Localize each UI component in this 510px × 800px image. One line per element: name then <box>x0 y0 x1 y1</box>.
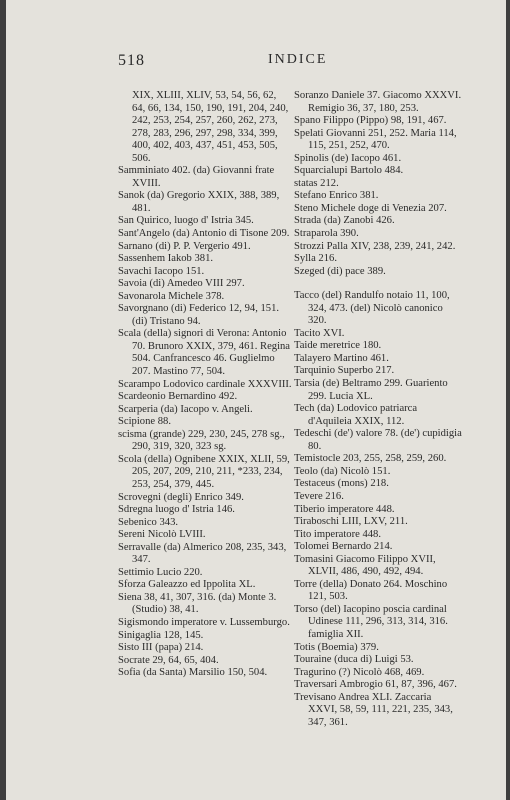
index-entry: Tarquinio Superbo 217. <box>294 365 395 377</box>
index-entry: Socrate 29, 64, 65, 404. <box>118 654 219 666</box>
index-entry: Tolomei Bernardo 214. <box>294 541 393 553</box>
index-entry: Savoia (di) Amedeo VIII 297. <box>118 278 245 290</box>
index-entry: Tiraboschi LIII, LXV, 211. <box>294 516 408 528</box>
index-entry: Strada (da) Zanobi 426. <box>294 215 395 227</box>
index-entry: Teolo (da) Nicolò 151. <box>294 465 391 477</box>
index-entry: Squarcialupi Bartolo 484. <box>294 165 404 177</box>
index-entry: Tomasini Giacomo Filippo XVII, XLVII, 486, 490, 492, 494. <box>294 553 436 578</box>
index-entry: Savonarola Michele 378. <box>118 290 225 302</box>
index-entry: Touraine (duca di) Luigi 53. <box>294 654 414 666</box>
index-entry: Stefano Enrico 381. <box>294 190 379 202</box>
index-entry: Tevere 216. <box>294 490 344 502</box>
index-column-left <box>118 90 292 680</box>
index-entry: Tedeschi (de') valore 78. (de') cupidigia 80. <box>294 428 462 452</box>
index-entry: Scarperia (da) Iacopo v. Angeli. <box>118 403 253 415</box>
index-entry: Serravalle (da) Almerico 208, 235, 343, 347. <box>118 541 287 566</box>
index-entry: Scipione 88. <box>118 416 171 428</box>
index-entry: Sdregna luogo d' Istria 146. <box>118 504 235 516</box>
index-entry: Soranzo Daniele 37. Giacomo XXXVI. Remigio 36, 37, 180, 253. <box>294 90 462 114</box>
index-entry: Tarsia (de) Beltramo 299. Guariento 299. Lucia XL. <box>294 378 448 402</box>
index-entry: Strozzi Palla XIV, 238, 239, 241, 242. <box>294 240 456 252</box>
index-entry: Sylla 216. <box>294 253 337 265</box>
index-entry: Spelati Giovanni 251, 252. Maria 114, 115, 251, 252, 470. <box>294 127 457 152</box>
index-entry: Sofia (da Santa) Marsilio 150, 504. <box>118 667 268 679</box>
index-entry: Siena 38, 41, 307, 316. (da) Monte 3. (Studio) 38, 41. <box>118 591 277 616</box>
index-entry: Tito imperatore 448. <box>294 528 381 540</box>
index-entry: Sigismondo imperatore v. Lussemburgo. <box>118 616 290 628</box>
index-entry: Scrovegni (degli) Enrico 349. <box>118 491 244 503</box>
index-entry: Sant'Angelo (da) Antonio di Tisone 209. <box>118 228 290 240</box>
index-section-s <box>294 90 462 278</box>
index-entry: statas 212. <box>294 177 339 189</box>
index-entry: Torso (del) Iacopino poscia cardinal Udinese 111, 296, 313, 314, 316. famiglia XII. <box>294 603 448 640</box>
index-entry: Tacito XVI. <box>294 327 345 339</box>
index-entry: Sereni Nicolò LVIII. <box>118 529 206 541</box>
index-entry: Torre (della) Donato 264. Moschino 121, 503. <box>294 578 448 603</box>
index-entry: Sinigaglia 128, 145. <box>118 629 204 641</box>
index-entry: Szeged (di) pace 389. <box>294 265 386 277</box>
index-entry: Tech (da) Lodovico patriarca d'Aquileia XXIX, 112. <box>294 403 418 427</box>
index-entry: Tragurino (?) Nicolò 468, 469. <box>294 666 425 678</box>
index-entry: Settimio Lucio 220. <box>118 566 203 578</box>
index-entry: Steno Michele doge di Venezia 207. <box>294 202 447 214</box>
index-entry: Sebenico 343. <box>118 516 179 528</box>
index-entry: Temistocle 203, 255, 258, 259, 260. <box>294 453 447 465</box>
index-entry: Sassenhem Iakob 381. <box>118 253 214 265</box>
index-entry: Samminiato 402. (da) Giovanni frate XVIII. <box>118 165 275 189</box>
index-entry: Trevisano Andrea XLI. Zaccaria XXVI, 58, 59, 111, 221, 235, 343, 347, 361. <box>294 691 453 728</box>
index-entry: Spano Filippo (Pippo) 98, 191, 467. <box>294 115 447 127</box>
index-entry-continuation: XIX, XLIII, XLIV, 53, 54, 56, 62, 64, 66, 134, 150, 190, 191, 204, 240, 242, 253, 254, 257, 260, 262, 273, 278, 283, 296, 297, 298, 334, 399, 400, 402, 403, 437, 451, 453, 505, 506. <box>132 90 289 164</box>
index-entry: Testaceus (mons) 218. <box>294 478 389 490</box>
index-entry: scisma (grande) 229, 230, 245, 278 sg., 290, 319, 320, 323 sg. <box>118 428 285 453</box>
index-entry: San Quirico, luogo d' Istria 345. <box>118 215 254 227</box>
index-entry: Sforza Galeazzo ed Ippolita XL. <box>118 579 256 591</box>
index-entry: Taide meretrice 180. <box>294 340 382 352</box>
index-entry: Spinolis (de) Iacopo 461. <box>294 152 402 164</box>
index-entry: Scardeonio Bernardino 492. <box>118 391 238 403</box>
running-head: INDICE <box>268 52 328 67</box>
index-entry: Straparola 390. <box>294 228 359 240</box>
index-entry: Tacco (del) Randulfo notaio 11, 100, 324, 473. (del) Nicolò canonico 320. <box>294 290 450 327</box>
index-entry: Scala (della) signori di Verona: Antonio 70. Brunoro XXIX, 379, 461. Regina 504. Canfrancesco 46. Guglielmo 207. Mastino 77, 504. <box>118 328 291 378</box>
index-entry: Talayero Martino 461. <box>294 352 389 364</box>
index-entry: Tiberio imperatore 448. <box>294 503 395 515</box>
index-entry: Scola (della) Ognibene XXIX, XLII, 59, 205, 207, 209, 210, 211, *233, 234, 253, 254, 379, 445. <box>118 453 290 490</box>
index-column-right <box>294 90 462 729</box>
section-gap <box>294 278 462 290</box>
index-entry: Scarampo Lodovico cardinale XXXVIII. <box>118 378 292 390</box>
index-entry: Totis (Boemia) 379. <box>294 641 379 653</box>
index-entry: Traversari Ambrogio 61, 87, 396, 467. <box>294 679 457 691</box>
page-number: 518 <box>118 52 145 69</box>
index-entry: Sarnano (di) P. P. Vergerio 491. <box>118 240 251 252</box>
index-entry: Savorgnano (di) Federico 12, 94, 151. (di) Tristano 94. <box>118 303 280 327</box>
index-entry: Sisto III (papa) 214. <box>118 642 204 654</box>
book-page <box>6 0 506 800</box>
index-entry: Savachi Iacopo 151. <box>118 265 205 277</box>
index-entry: Sanok (da) Gregorio XXIX, 388, 389, 481. <box>118 190 280 214</box>
page-header <box>6 52 506 72</box>
index-section-t <box>294 290 462 729</box>
